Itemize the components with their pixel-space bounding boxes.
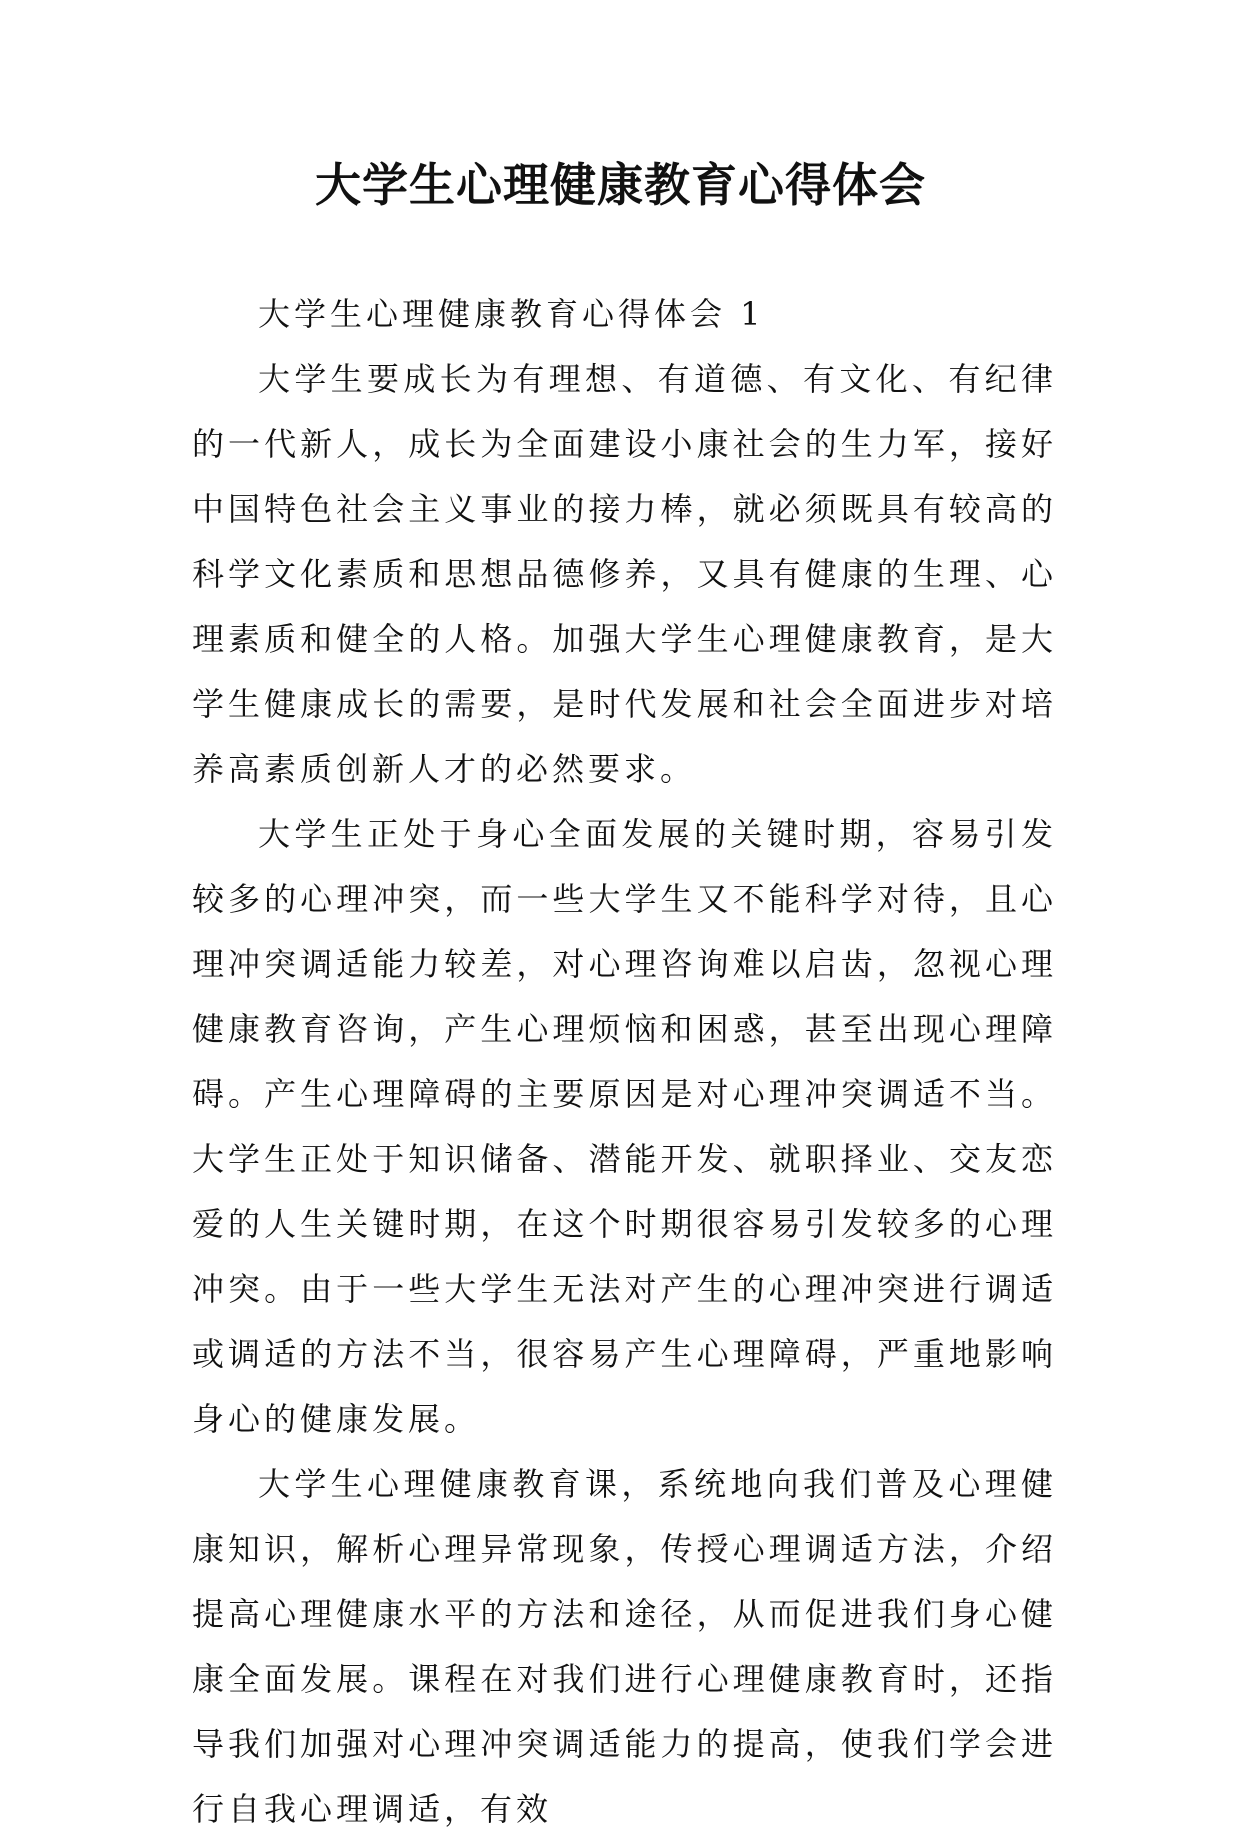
section-heading: 大学生心理健康教育心得体会 1 xyxy=(258,295,765,333)
paragraph-3: 大学生心理健康教育课，系统地向我们普及心理健康知识，解析心理异常现象，传授心理调适方法，介绍提高心理健康水平的方法和途径，从而促进我们身心健康全面发展。课程在对我们进行心理健康教育时，还指导我们加强对心理冲突调适能力的提高，使我们学会进行自我心理调适，有效 xyxy=(192,1465,1057,1828)
document-body xyxy=(192,282,1057,1842)
paragraph-2: 大学生正处于身心全面发展的关键时期，容易引发较多的心理冲突，而一些大学生又不能科学对待，且心理冲突调适能力较差，对心理咨询难以启齿，忽视心理健康教育咨询，产生心理烦恼和困惑，甚至出现心理障碍。产生心理障碍的主要原因是对心理冲突调适不当。大学生正处于知识储备、潜能开发、就职择业、交友恋爱的人生关键时期，在这个时期很容易引发较多的心理冲突。由于一些大学生无法对产生的心理冲突进行调适或调适的方法不当，很容易产生心理障碍，严重地影响身心的健康发展。 xyxy=(192,815,1057,1438)
paragraph-1: 大学生要成长为有理想、有道德、有文化、有纪律的一代新人，成长为全面建设小康社会的生力军，接好中国特色社会主义事业的接力棒，就必须既具有较高的科学文化素质和思想品德修养，又具有健康的生理、心理素质和健全的人格。加强大学生心理健康教育，是大学生健康成长的需要，是时代发展和社会全面进步对培养高素质创新人才的必然要求。 xyxy=(192,360,1057,788)
document-title: 大学生心理健康教育心得体会 xyxy=(315,158,926,212)
